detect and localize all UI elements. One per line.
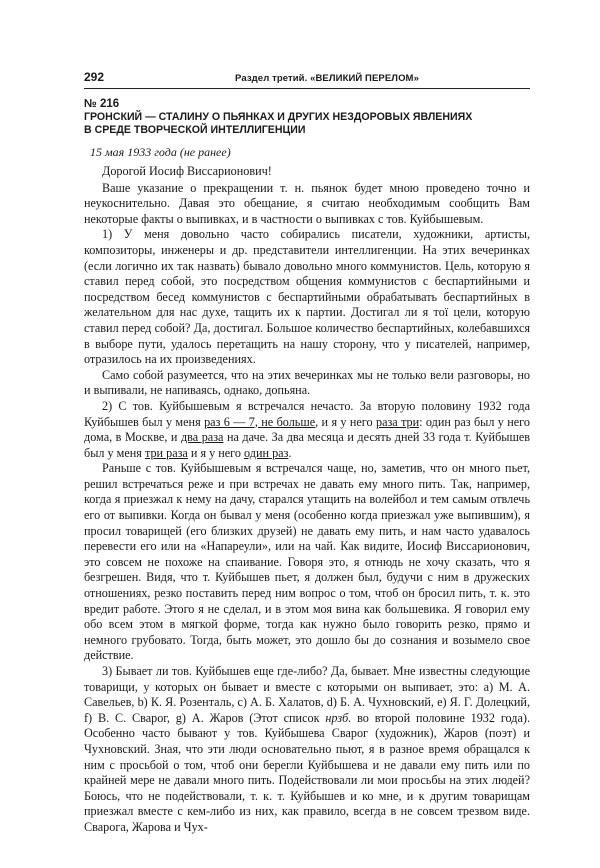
running-title: Раздел третий. «ВЕЛИКИЙ ПЕРЕЛОМ» xyxy=(235,73,419,84)
p4-underlined-2: раза три xyxy=(375,414,420,429)
page-header xyxy=(84,70,530,84)
p4-text-2: , и я у него xyxy=(315,414,376,429)
p4-text-3: : один раз был у него дома, в Москве, и xyxy=(84,414,530,445)
page-number: 292 xyxy=(84,70,105,84)
p6-text-1: 3) Бывает ли тов. Куйбышев еще где-либо? Да, бывает. Мне известны следующие товарищи, у которых он бывает и вместе с которыми он выпивает, это: а) М. А. Савельев, b) К. Я. Розенталь, с) А. Б. Халатов, d) Б. А. Чухновский, е) Я. Г. Долецкий, f) В. С. Сварог, g) А. Жаров (Этот список xyxy=(84,664,530,725)
document-date: 15 мая 1933 года (не ранее) xyxy=(90,145,231,159)
p4-underlined-3: два раза xyxy=(180,430,224,445)
p4-underlined-4: три раза xyxy=(144,445,188,460)
salutation: Дорогой Иосиф Виссарионович! xyxy=(102,164,272,178)
paragraph-6 xyxy=(84,664,530,836)
paragraph-5: Раньше с тов. Куйбышевым я встречался чаще, но, заметив, что он много пьет, решил встречаться реже и при встречах не давать ему много пить. Так, например, когда я приезжал к нему на дачу, старался утащить на волейбол и тем самым отвлечь его от выпивки. Когда он бывал у меня (особенно когда приезжал уже выпившим), я просил товарищей (его близких друзей) не давать ему пить, и нам часто удавалось перевести его или на «Напареули», или на чай. Как видите, Иосиф Виссарионович, это совсем не похоже на спаивание. Говоря это, я отнюдь не хочу сказать, что я безгрешен. Видя, что т. Куйбышев пьет, я должен был, будучи с ним в дружеских отношениях, резко поставить перед ним вопрос о том, чтоб он бросил пить, т. к. это вредит работе. Этого я не сделал, и в этом моя вина как большевика. Я говорил ему обо всем этом в мягкой форме, тогда как нужно было говорить резко, прямо и немного грубовато. Тогда, быть может, это дошло бы до сознания и возымело свое действие. xyxy=(84,461,530,663)
paragraph-1: Ваше указание о прекращении т. н. пьянок будет мною проведено точно и неукоснительно. Давая это обещание, я считаю необходимым сообщить Вам некоторые факты о выпивках, и в частности о выпивках с тов. Куйбышевым. xyxy=(84,180,530,226)
paragraph-4 xyxy=(84,399,530,461)
p4-text-5: и я у него xyxy=(187,445,245,460)
p6-text-2: во второй половине 1932 года). Особенно часто бывают у тов. Куйбышева Сварог (художник), Жаров (поэт) и Чухновский. Зная, что эти люди основательно пьют, я в разное время обращался к ним с просьбой о том, чтоб они берегли Куйбышева и не давали ему пить или по крайней мере не давали много пить. Подействовали ли мои просьбы на этих людей? Боюсь, что не подействовали, т. к. т. Куйбышев и ко мне, и к другим товарищам приезжал вместе с кем-либо из них, как правило, всегда в не совсем трезвом виде. Сварога, Жарова и Чух- xyxy=(84,710,530,834)
p4-text-4: на даче. За два месяца и десять дней 33 года т. Куйбышев был у меня xyxy=(84,430,531,460)
p6-italic-note: нрзб. xyxy=(325,710,352,725)
p4-underlined-5: один раз xyxy=(244,445,289,460)
document-title-line-2: В СРЕДЕ ТВОРЧЕСКОЙ ИНТЕЛЛИГЕНЦИИ xyxy=(84,124,306,136)
document-title-line-1: ГРОНСКИЙ — СТАЛИНУ О ПЬЯНКАХ И ДРУГИХ НЕЗДОРОВЫХ ЯВЛЕНИЯХ xyxy=(84,111,473,123)
header-rule xyxy=(84,88,530,89)
p4-text-6: . xyxy=(288,445,292,460)
p4-underlined-1: раз 6 — 7, не больше xyxy=(204,414,316,429)
paragraph-3: Само собой разумеется, что на этих вечеринках мы не только вели разговоры, но и выпивали, не напиваясь, однако, допьяна. xyxy=(84,367,530,398)
document-number: № 216 xyxy=(84,98,120,110)
p4-text-1: 2) С тов. Куйбышевым я встречался нечасто. За вторую половину 1932 года Куйбышев был у меня xyxy=(84,398,530,429)
paragraph-2: 1) У меня довольно часто собирались писатели, художники, артисты, композиторы, инженеры и др. представители интеллигенции. На этих вечеринках (если логично их так назвать) бывало довольно много коммунистов. Цель, которую я ставил перед собой, это посредством общения коммунистов с беспартийными и посредством бесед коммунистов с беспартийными обрабатывать беспартийных в желательном для нас духе, тащить их к партии. Достигал ли я тої цели, которую ставил перед собой? Да, достигал. Большое количество беспартийных, колебавшихся в выборе пути, удалось перетащить на нашу сторону, что у писателей, например, отразилось на их произведениях. xyxy=(84,227,530,367)
letter-body xyxy=(84,164,530,836)
document-title xyxy=(84,111,530,137)
